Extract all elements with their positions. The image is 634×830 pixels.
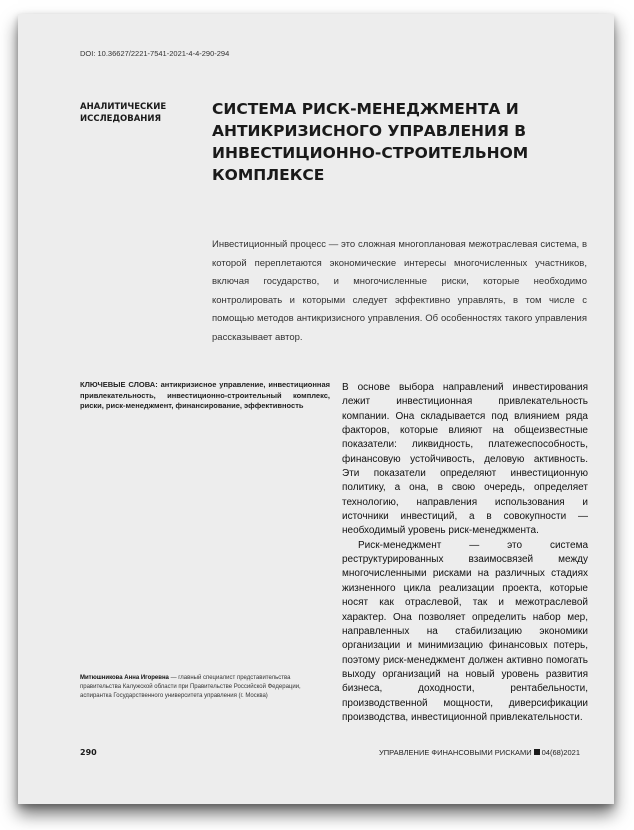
keywords-block: КЛЮЧЕВЫЕ СЛОВА: антикризисное управление, инвестиционная привлекательность, инвестиционно-строительный комплекс, риски, риск-менеджмент, финансирование, эффективность	[80, 380, 330, 411]
author-description: — главный специалист представительства правительства Калужской области при Правительстве Российской Федерации, аспирантка Государственного университета управления (г. Москва)	[80, 675, 301, 699]
body-paragraph: Риск-менеджмент — это система реструктурированных взаимосвязей между многочисленными рисками на различных стадиях жизненного цикла реализации проекта, которые носят как отраслевой, так и межотраслевой характер. Она позволяет определить набор мер, направленных на стабилизацию экономики организации и минимизацию финансовых потерь, поэтому риск-менеджмент должен активно помогать выходу организаций на новый уровень развития бизнеса, доходности, рентабельности, производственной мощности, диверсификации производства, инвестиционной привлекательности.	[342, 539, 588, 723]
journal-issue: 04(68)2021	[541, 748, 580, 757]
article-body	[342, 381, 588, 725]
author-name: Митюшникова Анна Игоревна	[80, 675, 169, 681]
square-separator-icon	[534, 749, 540, 755]
page-number: 290	[80, 748, 97, 757]
author-note	[80, 674, 330, 701]
article-title: СИСТЕМА РИСК-МЕНЕДЖМЕНТА И АНТИКРИЗИСНОГО УПРАВЛЕНИЯ В ИНВЕСТИЦИОННО-СТРОИТЕЛЬНОМ КОМПЛЕКСЕ	[212, 100, 529, 184]
article-lead: Инвестиционный процесс — это сложная многоплановая межотраслевая система, в которой переплетаются экономические интересы многочисленных участников, включая государство, и многочисленные риски, которые необходимо контролировать и которыми следует эффективно управлять, в том числе с помощью методов антикризисного управления. Об особенностях такого управления рассказывает автор.	[212, 239, 587, 343]
journal-page	[18, 14, 614, 804]
section-label: АНАЛИТИЧЕСКИЕ ИССЛЕДОВАНИЯ	[80, 102, 167, 124]
journal-name: УПРАВЛЕНИЕ ФИНАНСОВЫМИ РИСКАМИ	[379, 748, 532, 757]
doi-line: DOI: 10.36627/2221-7541-2021-4-4-290-294	[80, 49, 230, 58]
body-paragraph: В основе выбора направлений инвестирования лежит инвестиционная привлекательность компании. Она складывается под влиянием ряда факторов, которые влияют на общеизвестные показатели: ликвидность, платежеспособность, финансовую устойчивость, деловую активность. Эти показатели определяют инвестиционную политику, а она, в свою очередь, определяет технологию, направления использования и источники инвестиций, а в совокупности — необходимый уровень риск-менеджмента.	[342, 382, 588, 537]
footer-journal	[379, 748, 580, 757]
